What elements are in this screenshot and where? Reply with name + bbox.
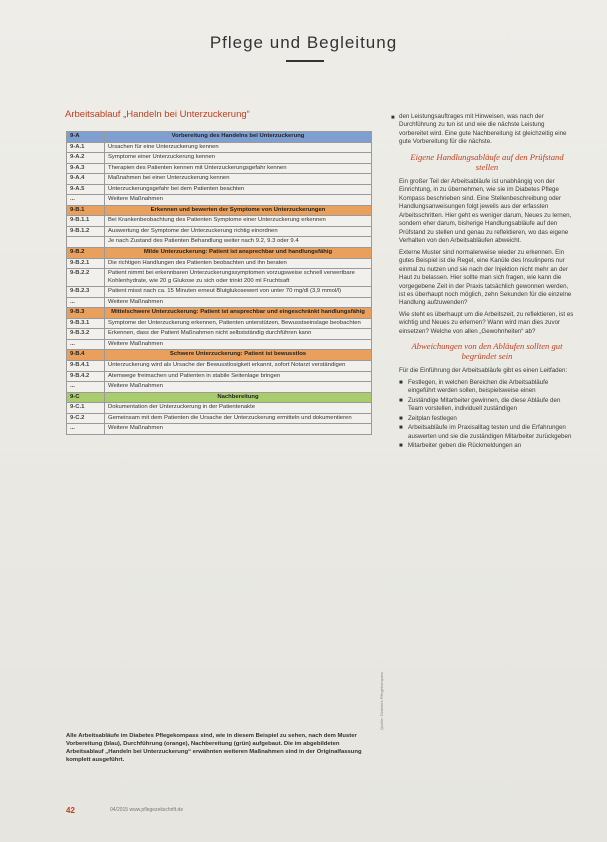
table-row <box>67 413 372 424</box>
bullet-icon: ■ <box>399 424 403 432</box>
step-text: Erkennen und bewerten der Symptome von Unterzuckerungen <box>105 205 372 216</box>
step-text: Milde Unterzuckerung: Patient ist ansprechbar und handlungsfähig <box>105 248 372 259</box>
step-text: Maßnahmen bei einer Unterzuckerung kennen <box>105 174 372 185</box>
paragraph-3: Wie steht es überhaupt um die Arbeitszeit, zu reflektieren, ist es wichtig und Neues zu erlernen? Wann wird man dies zuvor einsetzen? Welche von allen „Gewohnheiten“ ab? <box>399 310 574 335</box>
table-section-header <box>67 205 372 216</box>
workflow-table <box>66 131 372 435</box>
step-id: 9-B.4 <box>67 350 105 361</box>
table-section-header <box>67 248 372 259</box>
step-id: 9-B.4.1 <box>67 361 105 372</box>
list-item: ■ Festlegen, in welchen Bereichen die Arbeitsabläufe eingeführt werden sollen, beispielsweise einen <box>399 378 549 395</box>
step-id: 9-B.3.1 <box>67 318 105 329</box>
paragraph-4: Für die Einführung der Arbeitsabläufe gibt es einen Leitfaden: <box>399 367 568 375</box>
title-rule <box>286 60 324 62</box>
table-row <box>67 287 372 298</box>
step-id: ... <box>67 339 105 350</box>
table-row <box>67 329 372 340</box>
step-id: 9-B.4.2 <box>67 371 105 382</box>
step-id: ... <box>67 424 105 435</box>
table-row <box>67 237 372 248</box>
table-row <box>67 226 372 237</box>
step-id: 9-B.2.1 <box>67 258 105 269</box>
step-text: Auswertung der Symptome der Unterzuckerung richtig einordnen <box>105 226 372 237</box>
step-text: Weitere Maßnahmen <box>105 297 372 308</box>
subheading-2: Abweichungen von den Abläufen sollten gut begründet sein <box>411 341 563 362</box>
table-row <box>67 142 372 153</box>
bullet-icon: ■ <box>399 396 403 404</box>
page-title: Pflege und Begleitung <box>209 33 398 52</box>
step-text: Vorbereitung des Handelns bei Unterzuckerung <box>105 132 372 143</box>
table-row <box>67 403 372 414</box>
step-text: Weitere Maßnahmen <box>105 195 372 206</box>
step-text: Die richtigen Handlungen des Patienten beobachten und ihn beraten <box>105 258 372 269</box>
source-note: Quelle: Diabetes Pflegekompass <box>379 671 384 730</box>
table-row <box>67 195 372 206</box>
step-id: 9-A.4 <box>67 174 105 185</box>
step-text: Gemeinsam mit dem Patienten die Ursache der Unterzuckerung ermitteln und dokumentieren <box>105 413 372 424</box>
table-row <box>67 318 372 329</box>
table-row <box>67 297 372 308</box>
step-text: Atemwege freimachen und Patienten in stabile Seitenlage bringen <box>105 371 372 382</box>
step-text: Unterzuckerung wird als Ursache der Bewusstlosigkeit erkannt, sofort Notarzt verständigen <box>105 361 372 372</box>
step-text: Je nach Zustand des Patienten Behandlung weiter nach 9.2, 9.3 oder 9.4 <box>105 237 372 248</box>
table-row <box>67 424 372 435</box>
step-text: Ursachen für eine Unterzuckerung kennen <box>105 142 372 153</box>
subheading-1: Eigene Handlungsabläufe auf den Prüfstand stellen <box>410 151 564 172</box>
step-text: Bei Krankenbeobachtung des Patienten Symptome einer Unterzuckerung erkennen <box>105 216 372 227</box>
table-row <box>67 361 372 372</box>
table-row <box>67 216 372 227</box>
step-text: Weitere Maßnahmen <box>105 424 372 435</box>
step-id: 9-B.2.3 <box>67 287 105 298</box>
bullet-icon: ■ <box>399 378 403 386</box>
step-id: 9-A.2 <box>67 153 105 164</box>
step-id: 9-B.1 <box>67 205 105 216</box>
step-id: 9-B.1.2 <box>67 226 105 237</box>
step-id: 9-B.2 <box>67 248 105 259</box>
bullet-icon: ■ <box>399 442 403 450</box>
step-text: Patient nimmt bei erkennbaren Unterzuckerungssymptomen vorzugsweise schnell verwertbare Kohlenhydrate, wie 20 g Glukose zu sich oder trinkt 200 ml Fruchtsaft <box>105 269 372 287</box>
paragraph-1: Ein großer Teil der Arbeitsabläufe ist unabhängig von der Einrichtung, in zu übernehmen, wie sie im Diabetes Pflege Kompass beschrieben sind. Eine Stellenbeschreibung oder Handlungsanweisungen folgt jeweils aus der erfassten Arbeitsschritten. Hier geht es weniger darum, Neues zu lernen, sondern eher darum, bisherige Handlungsabläufe auf den Prüfstand zu stellen und genau zu reflektieren, wo das eigene Verhalten von den Arbeitsabläufen abweicht. <box>399 177 572 245</box>
table-row <box>67 174 372 185</box>
step-id: ... <box>67 382 105 393</box>
table-section-header <box>67 350 372 361</box>
step-id: 9-C.2 <box>67 413 105 424</box>
article-column <box>399 113 575 452</box>
bullet-icon: ■ <box>399 414 403 422</box>
step-id: ... <box>67 297 105 308</box>
step-text: Symptome einer Unterzuckerung kennen <box>105 153 372 164</box>
step-id: 9-A.5 <box>67 184 105 195</box>
step-text: Patient misst nach ca. 15 Minuten erneut Blutglukosewert von unter 70 mg/dl (3,9 mmol/l) <box>105 287 372 298</box>
step-id: 9-A.3 <box>67 163 105 174</box>
table-row <box>67 258 372 269</box>
step-id: 9-A <box>67 132 105 143</box>
table-section-header <box>67 392 372 403</box>
list-item: ■ Mitarbeiter geben die Rückmeldungen an <box>399 442 522 450</box>
section-title: Arbeitsablauf „Handeln bei Unterzuckerung“ <box>65 109 250 120</box>
table-row <box>67 163 372 174</box>
step-id: 9-C <box>67 392 105 403</box>
table-row <box>67 371 372 382</box>
step-id: 9-B.1.1 <box>67 216 105 227</box>
table-row <box>67 184 372 195</box>
step-id: 9-A.1 <box>67 142 105 153</box>
step-id: ... <box>67 195 105 206</box>
step-text: Mittelschwere Unterzuckerung: Patient ist ansprechbar und eingeschränkt handlungsfähig <box>105 308 372 319</box>
step-text: Therapien des Patienten kennen mit Unterzuckerungsgefahr kennen <box>105 163 372 174</box>
table-caption: Alle Arbeitsabläufe im Diabetes Pflegekompass sind, wie in diesem Beispiel zu sehen, nach dem Muster Vorbereitung (blau), Durchführung (orange), Nachbereitung (grün) aufgebaut. Die im abgebildeten Arbeitsablauf „Handeln bei Unterzuckerung“ erwähnten weiteren Maßnahmen sind in der Originalfassung komplett ausgeführt. <box>66 733 362 763</box>
step-text: Unterzuckerungsgefahr bei dem Patienten beachten <box>105 184 372 195</box>
step-text: Weitere Maßnahmen <box>105 382 372 393</box>
table-section-header <box>67 132 372 143</box>
step-id: 9-C.1 <box>67 403 105 414</box>
step-id: 9-B.3 <box>67 308 105 319</box>
table-row <box>67 382 372 393</box>
list-item: ■ Arbeitsabläufe im Praxisalltag testen und die Erfahrungen auswerten und sie die zuständigen Mitarbeiter zurückgeben <box>399 424 572 440</box>
footer-text: 04/2015 www.pflegezeitschrift.de <box>110 807 184 813</box>
step-text: Nachbereitung <box>105 392 372 403</box>
bullet-icon: ■ <box>391 115 395 121</box>
table-section-header <box>67 308 372 319</box>
step-text: Weitere Maßnahmen <box>105 339 372 350</box>
page-number: 42 <box>66 806 75 815</box>
table-row <box>67 339 372 350</box>
step-id: 9-B.2.2 <box>67 269 105 287</box>
list-item: ■ Zeitplan festlegen <box>399 414 457 422</box>
intro-paragraph: den Leistungsauftrages mit Hinweisen, was nach der Durchführung zu tun ist und wie die nächste Leistung vorbereitet wird. Eine gute Nachbereitung ist gleichzeitig eine gute Vorbereitung für die nächste. <box>399 113 567 146</box>
step-id <box>67 237 105 248</box>
step-text: Erkennen, dass der Patient Maßnahmen nicht selbstständig durchführen kann <box>105 329 372 340</box>
step-text: Dokumentation der Unterzuckerung in der Patientenakte <box>105 403 372 414</box>
paragraph-2: Externe Muster sind normalerweise wieder zu erkennen. Ein gutes Beispiel ist die Regel, eine Kanüle des Insulinpens nur einmal zu nutzen und sie nach der Injektion nicht mehr an der Haut zu belassen. Hier sollte man sich fragen, wie kann die vorgegebene Zeit in der Praxis tatsächlich gewonnen werden, ist es überhaupt noch möglich, zehn Sekunden für die einzelne Handlung aufzuwenden? <box>399 248 572 307</box>
step-text: Symptome der Unterzuckerung erkennen, Patienten unterstützen, Bewusstseinslage beobachten <box>105 318 372 329</box>
step-text: Schwere Unterzuckerung: Patient ist bewusstlos <box>105 350 372 361</box>
step-id: 9-B.3.2 <box>67 329 105 340</box>
table-row <box>67 269 372 287</box>
table-row <box>67 153 372 164</box>
list-item: ■ Zuständige Mitarbeiter gewinnen, die diese Abläufe den Team vorstellen, individuell zuständigen <box>399 396 561 413</box>
guideline-list <box>399 379 575 451</box>
